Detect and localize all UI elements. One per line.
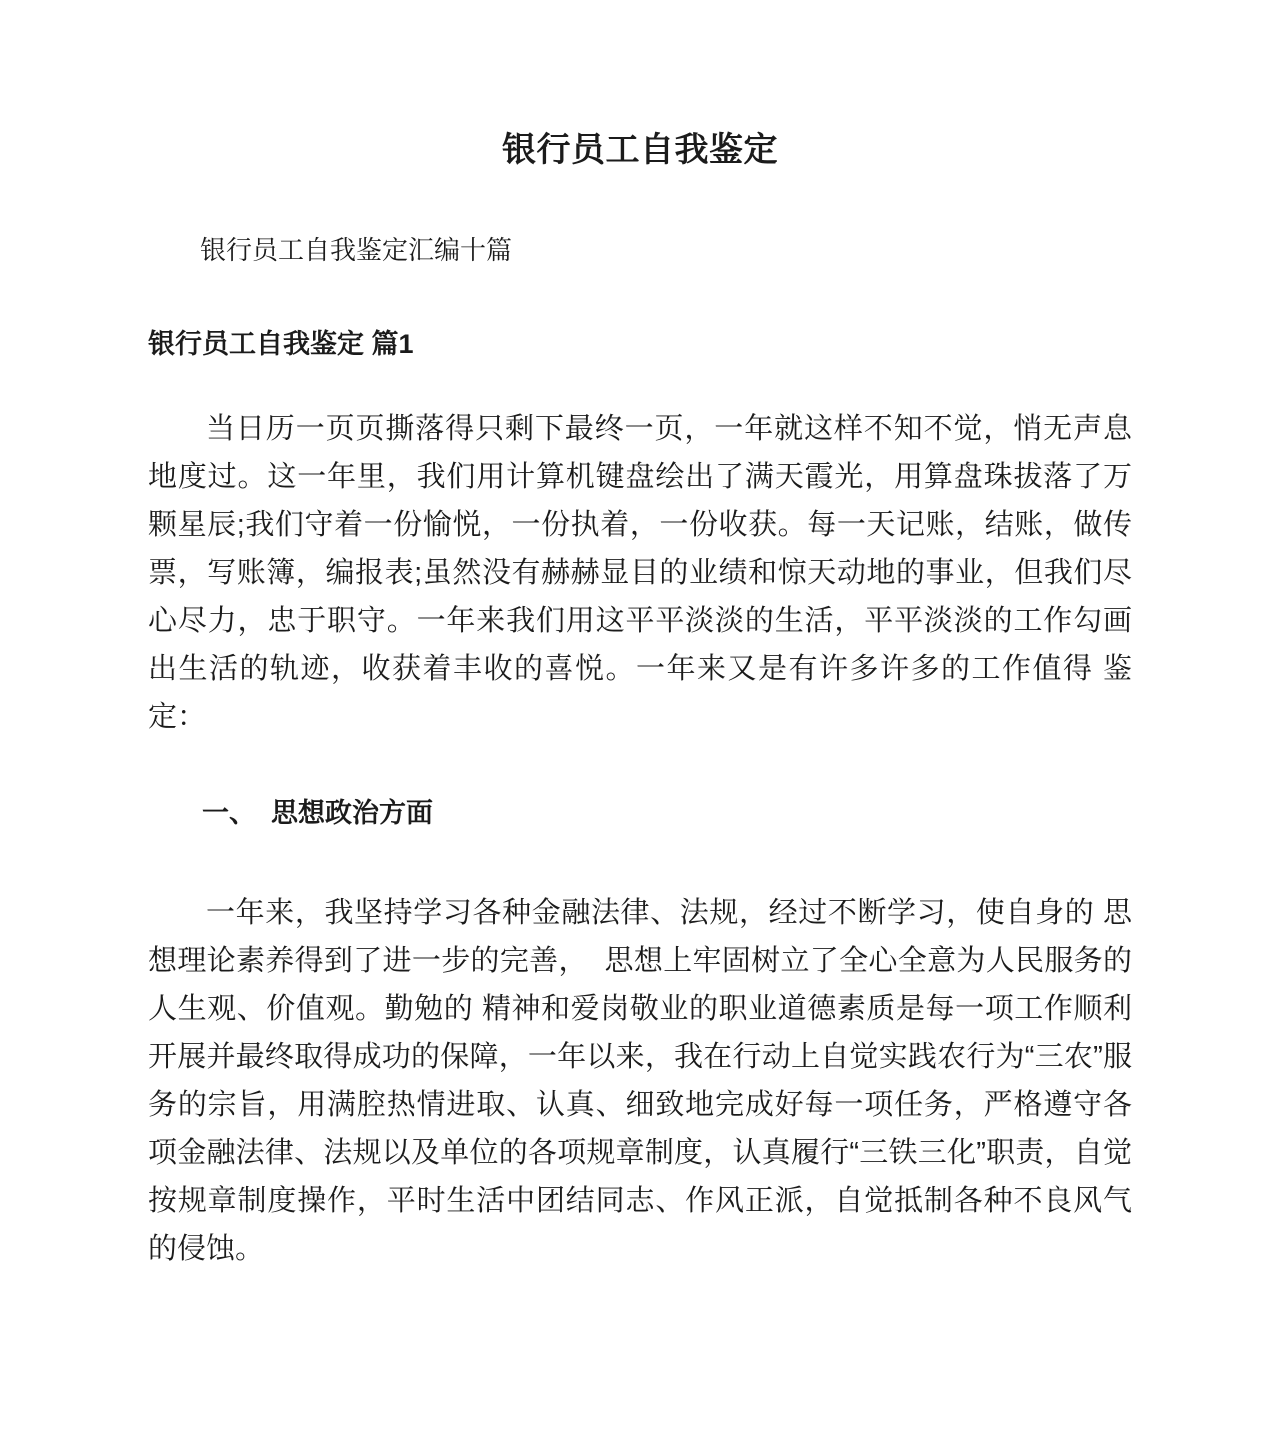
page-title: 银行员工自我鉴定 xyxy=(502,131,778,169)
body-paragraph-ideological-political: 一年来，我坚持学习各种金融法律、法规，经过不断学习，使自身的 思想理论素养得到了进一步的完善， 思想上牢固树立了全心全意为人民服务的人生观、价值观。勤勉的 精神和爱岗敬业的职业道德素质是每一项工作顺利开展并最终取得成功的保障，一年以来，我在行动上自觉实践农行为“三农”服务的宗旨，用满腔热情进取、认真、细致地完成好每一项任务，严格遵守各项金融法律、法规以及单位的各项规章制度，认真履行“三铁三化”职责，自觉按规章制度操作，平时生活中团结同志、作风正派，自觉抵制各种不良风气的侵蚀。 xyxy=(148,897,1132,1266)
document-subtitle: 银行员工自我鉴定汇编十篇 xyxy=(200,235,513,266)
document-content xyxy=(148,0,1132,1273)
section-heading-piece-1: 银行员工自我鉴定 篇1 xyxy=(148,329,414,360)
sub-heading-ideological-political: 一、 思想政治方面 xyxy=(202,797,434,828)
body-paragraph-intro: 当日历一页页撕落得只剩下最终一页，一年就这样不知不觉，悄无声息地度过。这一年里，我们用计算机键盘绘出了满天霞光，用算盘珠拔落了万颗星辰;我们守着一份愉悦，一份执着，一份收获。每一天记账，结账，做传票，写账簿，编报表;虽然没有赫赫显目的业绩和惊天动地的事业，但我们尽心尽力，忠于职守。一年来我们用这平平淡淡的生活，平平淡淡的工作勾画出生活的轨迹，收获着丰收的喜悦。一年来又是有许多许多的工作值得 鉴定： xyxy=(148,412,1132,733)
